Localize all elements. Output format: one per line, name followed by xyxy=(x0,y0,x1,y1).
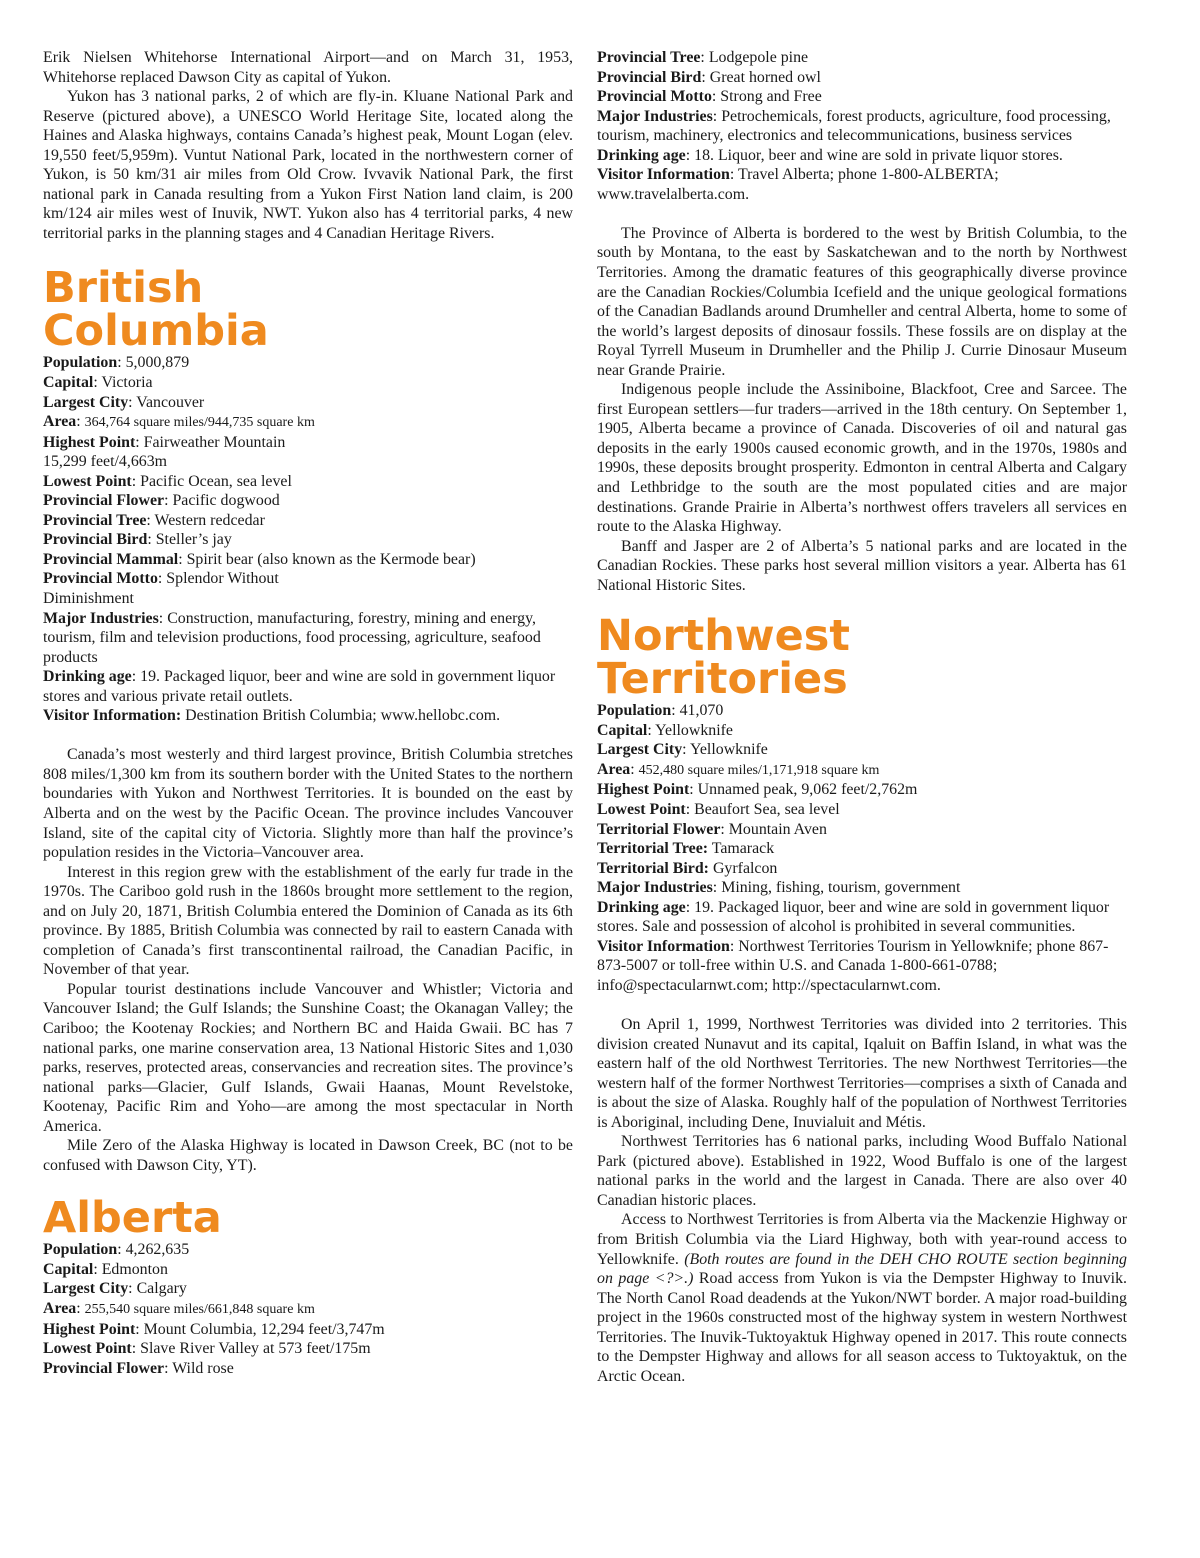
yukon-parks-paragraph: Yukon has 3 national parks, 2 of which are fly-in. Kluane National Park and Reserve (pictured above), a UNESCO World Heritage Site, located along the Haines and Alaska highways, contains Canada’s highest peak, Mount Logan (elev. 19,550 feet/5,959m). Vuntut National Park, located in the northwestern corner of Yukon, is 50 km/31 air miles from Old Crow. Ivvavik National Park, the first national park in Canada resulting from a Yukon First Nation land claim, is 200 km/124 air miles west of Inuvik, NWT. Yukon also has 4 territorial parks, 4 new territorial parks in the planning stages and 4 Canadian Heritage Rivers. xyxy=(43,88,573,242)
northwest-territories-heading-line-2: Territories xyxy=(597,654,848,705)
alberta-facts xyxy=(43,1240,573,1378)
left-column xyxy=(43,48,573,1378)
bc-population: Population: 5,000,879 xyxy=(43,354,190,372)
bc-mammal: Provincial Mammal: Spirit bear (also known as the Kermode bear) xyxy=(43,550,476,568)
ab-area: Area: 255,540 square miles/661,848 square km xyxy=(43,1300,315,1318)
nwt-drinking-age: Drinking age: 19. Packaged liquor, beer and wine are sold in government liquor stores. Sale and possession of alcohol is prohibited in several communities. xyxy=(597,898,1110,936)
northwest-territories-facts xyxy=(597,701,1127,995)
route-reference-note: (Both routes are found in the DEH CHO ROUTE section beginning on page <?>.) xyxy=(597,1250,1127,1288)
nwt-flower: Territorial Flower: Mountain Aven xyxy=(597,820,827,838)
ab-drinking-age: Drinking age: 18. Liquor, beer and wine are sold in private liquor stores. xyxy=(597,146,1063,164)
spacer xyxy=(43,726,573,746)
bc-bird: Provincial Bird: Steller’s jay xyxy=(43,531,232,549)
bc-motto: Provincial Motto: Splendor Without xyxy=(43,570,279,588)
british-columbia-heading xyxy=(43,263,573,357)
ab-paragraph-3: Banff and Jasper are 2 of Alberta’s 5 national parks and are located in the Canadian Rockies. These parks host several million visitors a year. Alberta has 61 National Historic Sites. xyxy=(597,537,1127,594)
nwt-area: Area: 452,480 square miles/1,171,918 square km xyxy=(597,760,880,778)
nwt-tree: Territorial Tree: Tamarack xyxy=(597,840,775,858)
bc-area: Area: 364,764 square miles/944,735 square km xyxy=(43,413,315,431)
northwest-territories-heading xyxy=(597,611,1127,705)
british-columbia-heading-line-1: British xyxy=(43,263,204,314)
ab-largest-city: Largest City: Calgary xyxy=(43,1280,187,1298)
bc-highest-point-elevation: 15,299 feet/4,663m xyxy=(43,453,168,471)
bc-largest-city: Largest City: Vancouver xyxy=(43,393,205,411)
bc-highest-point: Highest Point: Fairweather Mountain xyxy=(43,433,286,451)
british-columbia-heading-line-2: Columbia xyxy=(43,306,269,357)
ab-capital: Capital: Edmonton xyxy=(43,1260,168,1278)
ab-motto: Provincial Motto: Strong and Free xyxy=(597,88,822,106)
bc-paragraph-4: Mile Zero of the Alaska Highway is located in Dawson Creek, BC (not to be confused with Dawson City, YT). xyxy=(43,1137,573,1174)
nwt-lowest-point: Lowest Point: Beaufort Sea, sea level xyxy=(597,801,840,818)
ab-lowest-point: Lowest Point: Slave River Valley at 573 feet/175m xyxy=(43,1340,371,1358)
ab-flower: Provincial Flower: Wild rose xyxy=(43,1359,234,1377)
nwt-paragraph-2: Northwest Territories has 6 national parks, including Wood Buffalo National Park (pictured above). Established in 1922, Wood Buffalo is one of the largest national parks in the world and the largest in Canada. There are also over 40 Canadian historic places. xyxy=(597,1133,1127,1209)
yukon-intro-paragraph: Erik Nielsen Whitehorse International Airport—and on March 31, 1953, Whitehorse replaced Dawson City as capital of Yukon. xyxy=(43,49,573,86)
bc-paragraph-3: Popular tourist destinations include Vancouver and Whistler; Victoria and Vancouver Island; the Gulf Islands; the Sunshine Coast; the Okanagan Valley; the Cariboo; the Kootenay Rockies; and Northern BC and Haida Gwaii. BC has 7 national parks, one marine conservation area, 13 National Historic Sites and 1,030 parks, reserves, protected areas, conservancies and recreation sites. The province’s national parks—Glacier, Gulf Islands, Gwaii Haanas, Mount Revelstoke, Kootenay, Pacific Rim and Yoho—are among the most spectacular in North America. xyxy=(43,980,573,1135)
nwt-paragraph-3: Access to Northwest Territories is from Alberta via the Mackenzie Highway or from British Columbia via the Liard Highway, both with year-round access to Yellowknife. (Both routes are found in the DEH CHO ROUTE section beginning on page <?>.) Road access from Yukon is via the Dempster Highway to Inuvik. The North Canol Road deadends at the Yukon/NWT border. A major road-building project in the 1960s constructed most of the highway system in western Northwest Territories. The Inuvik-Tuktoyaktuk Highway opened in 2017. This route connects to the Dempster Highway and allows for all season access to Tuktoyaktuk, on the Arctic Ocean. xyxy=(597,1211,1127,1385)
ab-visitor-info: Visitor Information: Travel Alberta; phone 1-800-ALBERTA; www.travelalberta.com. xyxy=(597,166,999,203)
nwt-population: Population: 41,070 xyxy=(597,702,724,720)
spacer xyxy=(597,995,1127,1015)
ab-bird: Provincial Bird: Great horned owl xyxy=(597,68,821,86)
right-column xyxy=(597,48,1127,1386)
bc-paragraph-2: Interest in this region grew with the establishment of the early fur trade in the 1970s. The Cariboo gold rush in the 1860s brought more settlement to the region, and on July 20, 1871, British Columbia entered the Dominion of Canada as its 6th province. By 1885, British Columbia was connected by rail to eastern Canada with completion of Canada’s first transcontinental railroad, the Canadian Pacific, in November of that year. xyxy=(43,863,573,979)
nwt-bird: Territorial Bird: Gyrfalcon xyxy=(597,859,778,877)
bc-visitor-info: Visitor Information: Destination British Columbia; www.hellobc.com. xyxy=(43,707,501,725)
alberta-heading: Alberta xyxy=(43,1193,222,1244)
bc-drinking-age: Drinking age: 19. Packaged liquor, beer and wine are sold in government liquor stores and various private retail outlets. xyxy=(43,668,556,705)
bc-flower: Provincial Flower: Pacific dogwood xyxy=(43,492,280,510)
spacer xyxy=(597,204,1127,224)
british-columbia-facts xyxy=(43,353,573,725)
ab-paragraph-2: Indigenous people include the Assiniboine, Blackfoot, Cree and Sarcee. The first European settlers—fur traders—arrived in the 18th century. On September 1, 1905, Alberta became a province of Canada. Discoveries of oil and natural gas deposits in the early 1900s caused economic growth, and in the 1970s, 1980s and 1990s, these deposits brought prosperity. Edmonton in central Alberta and Calgary and Lethbridge to the south are the most populated cities and are major destinations. Grande Prairie in Alberta’s northwest offers travelers all services en route to the Alaska Highway. xyxy=(597,381,1127,536)
alberta-facts-continued xyxy=(597,48,1127,204)
ab-population: Population: 4,262,635 xyxy=(43,1241,190,1259)
northwest-territories-heading-line-1: Northwest xyxy=(597,611,850,662)
ab-tree: Provincial Tree: Lodgepole pine xyxy=(597,49,809,66)
bc-tree: Provincial Tree: Western redcedar xyxy=(43,511,265,529)
bc-motto-continued: Diminishment xyxy=(43,590,134,608)
ab-highest-point: Highest Point: Mount Columbia, 12,294 feet/3,747m xyxy=(43,1320,385,1338)
bc-capital: Capital: Victoria xyxy=(43,374,153,392)
bc-paragraph-1: Canada’s most westerly and third largest province, British Columbia stretches 808 miles/1,300 km from its southern border with the United States to the northern boundaries with Yukon and Northwest Territories. It is bounded on the east by Alberta and on the west by the Pacific Ocean. The province includes Vancouver Island, site of the capital city of Victoria. Slightly more than half the province’s population resides in the Victoria–Vancouver area. xyxy=(43,746,573,862)
bc-lowest-point: Lowest Point: Pacific Ocean, sea level xyxy=(43,472,292,490)
nwt-paragraph-1: On April 1, 1999, Northwest Territories was divided into 2 territories. This division created Nunavut and its capital, Iqaluit on Baffin Island, in what was the eastern half of the old Northwest Territories. The new Northwest Territories—the western half of the former Northwest Territories—comprises a sixth of Canada and is about the size of Alaska. Roughly half of the population of Northwest Territories is Aboriginal, including Dene, Inuvialuit and Métis. xyxy=(597,1015,1127,1131)
nwt-largest-city: Largest City: Yellowknife xyxy=(597,741,768,759)
nwt-capital: Capital: Yellowknife xyxy=(597,721,733,739)
ab-industries: Major Industries: Petrochemicals, forest products, agriculture, food processing, tourism, machinery, electronics and telecommunications, business services xyxy=(597,107,1111,145)
nwt-visitor-info: Visitor Information: Northwest Territories Tourism in Yellowknife; phone 867-873-5007 or toll-free within U.S. and Canada 1-800-661-0788; info@spectacularnwt.com; http://spectacularnwt.com. xyxy=(597,937,1109,994)
bc-industries: Major Industries: Construction, manufacturing, forestry, mining and energy, tourism, film and television productions, food processing, agriculture, seafood products xyxy=(43,609,541,666)
nwt-industries: Major Industries: Mining, fishing, tourism, government xyxy=(597,879,961,897)
nwt-highest-point: Highest Point: Unnamed peak, 9,062 feet/2,762m xyxy=(597,781,918,799)
ab-paragraph-1: The Province of Alberta is bordered to the west by British Columbia, to the south by Montana, to the east by Saskatchewan and to the north by Northwest Territories. Among the dramatic features of this geographically diverse province are the Canadian Rockies/Columbia Icefield and the unique geological formations of the Canadian Badlands around Drumheller and central Alberta, home to some of the world’s largest deposits of dinosaur fossils. These fossils are on display at the Royal Tyrrell Museum in Drumheller and the Philip J. Currie Dinosaur Museum near Grande Prairie. xyxy=(597,224,1127,379)
